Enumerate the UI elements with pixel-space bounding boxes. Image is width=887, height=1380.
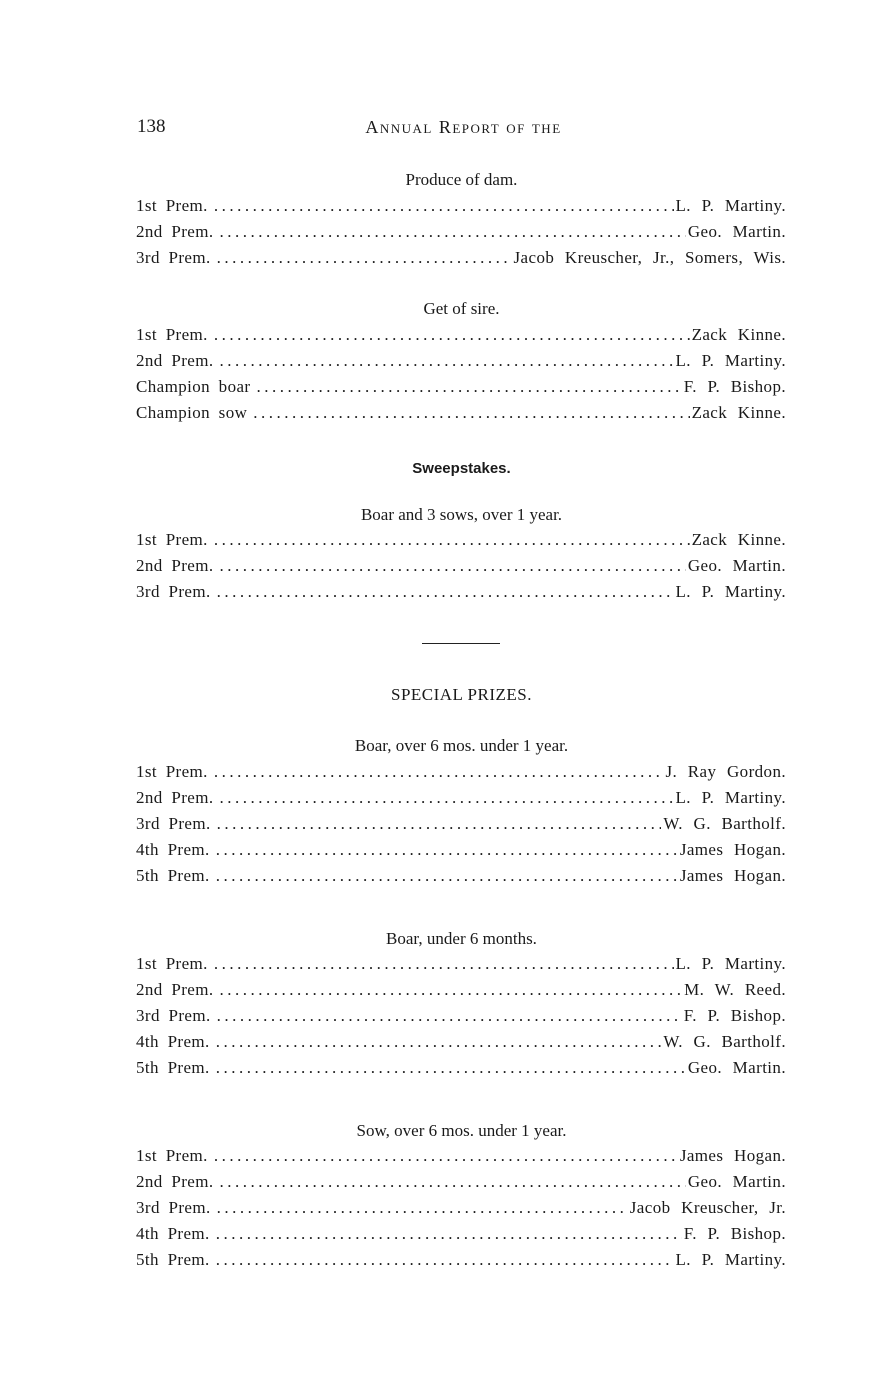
- award-place: 3rd Prem.: [136, 1006, 211, 1025]
- award-entry: [136, 248, 786, 272]
- award-winner: Zack Kinne.: [691, 403, 786, 422]
- dot-leader: [219, 351, 673, 371]
- dot-leader: [214, 196, 674, 216]
- dot-leader: [214, 762, 664, 782]
- award-winner: J. Ray Gordon.: [665, 762, 786, 781]
- award-place: 5th Prem.: [136, 1058, 210, 1077]
- award-entry: [136, 954, 786, 978]
- section-heading: Boar, over 6 mos. under 1 year.: [354, 736, 569, 755]
- dot-leader: [216, 1224, 682, 1244]
- award-place: 1st Prem.: [136, 530, 208, 549]
- award-entry: [136, 377, 786, 401]
- dot-leader: [216, 1058, 686, 1078]
- award-winner: James Hogan.: [679, 1146, 786, 1165]
- award-winner: Geo. Martin.: [687, 556, 786, 575]
- award-winner: M. W. Reed.: [684, 980, 786, 999]
- award-place: 3rd Prem.: [136, 814, 211, 833]
- section-heading: Get of sire.: [423, 299, 500, 318]
- award-entry: [136, 1032, 786, 1056]
- award-entry: [136, 222, 786, 246]
- dot-leader: [219, 788, 673, 808]
- award-entry: [136, 814, 786, 838]
- dot-leader: [219, 980, 682, 1000]
- award-place: Champion sow: [136, 403, 248, 422]
- award-winner: F. P. Bishop.: [683, 1006, 786, 1025]
- award-winner: L. P. Martiny.: [675, 788, 786, 807]
- award-entry: [136, 1250, 786, 1274]
- award-place: 3rd Prem.: [136, 582, 211, 601]
- dot-leader: [214, 954, 674, 974]
- award-winner: W. G. Bartholf.: [663, 814, 786, 833]
- page-number: 138: [137, 116, 166, 137]
- award-entry: [136, 980, 786, 1004]
- award-entry: [136, 325, 786, 349]
- dot-leader: [219, 556, 685, 576]
- award-place: 4th Prem.: [136, 1032, 210, 1051]
- award-entry: [136, 762, 786, 786]
- award-place: 2nd Prem.: [136, 980, 214, 999]
- dot-leader: [216, 1032, 662, 1052]
- award-entry: [136, 1058, 786, 1082]
- award-winner: L. P. Martiny.: [675, 196, 786, 215]
- dot-leader: [216, 866, 678, 886]
- award-winner: L. P. Martiny.: [675, 954, 786, 973]
- award-place: 4th Prem.: [136, 1224, 210, 1243]
- award-entry: [136, 1006, 786, 1030]
- award-place: 3rd Prem.: [136, 1198, 211, 1217]
- section-heading: Boar and 3 sows, over 1 year.: [360, 505, 563, 524]
- section-heading: Sow, over 6 mos. under 1 year.: [356, 1121, 567, 1140]
- award-winner: F. P. Bishop.: [683, 377, 786, 396]
- award-place: 1st Prem.: [136, 1146, 208, 1165]
- award-winner: Geo. Martin.: [687, 222, 786, 241]
- award-entry: [136, 582, 786, 606]
- award-winner: Jacob Kreuscher, Jr., Somers, Wis.: [513, 248, 786, 267]
- award-entry: [136, 866, 786, 890]
- award-winner: Geo. Martin.: [687, 1058, 786, 1077]
- award-entry: [136, 1172, 786, 1196]
- dot-leader: [253, 403, 689, 423]
- award-winner: Geo. Martin.: [687, 1172, 786, 1191]
- dot-leader: [214, 325, 690, 345]
- award-place: 1st Prem.: [136, 954, 208, 973]
- award-place: 2nd Prem.: [136, 222, 214, 241]
- award-place: 2nd Prem.: [136, 351, 214, 370]
- dot-leader: [217, 814, 662, 834]
- dot-leader: [216, 1250, 674, 1270]
- award-place: 2nd Prem.: [136, 1172, 214, 1191]
- award-entry: [136, 1146, 786, 1170]
- award-winner: Zack Kinne.: [691, 530, 786, 549]
- award-winner: L. P. Martiny.: [675, 582, 786, 601]
- award-place: 1st Prem.: [136, 762, 208, 781]
- award-winner: Zack Kinne.: [691, 325, 786, 344]
- award-winner: James Hogan.: [679, 840, 786, 859]
- section-divider: [422, 643, 500, 644]
- award-winner: Jacob Kreuscher, Jr.: [629, 1198, 786, 1217]
- award-entry: [136, 1198, 786, 1222]
- award-place: 3rd Prem.: [136, 248, 211, 267]
- award-place: 1st Prem.: [136, 325, 208, 344]
- award-place: 2nd Prem.: [136, 788, 214, 807]
- award-winner: L. P. Martiny.: [675, 351, 786, 370]
- dot-leader: [219, 1172, 685, 1192]
- running-head: Annual Report of the: [365, 117, 562, 137]
- award-place: 5th Prem.: [136, 866, 210, 885]
- dot-leader: [217, 248, 512, 268]
- award-place: 2nd Prem.: [136, 556, 214, 575]
- section-heading: Sweepstakes.: [412, 460, 511, 477]
- section-heading: SPECIAL PRIZES.: [390, 685, 532, 704]
- award-entry: [136, 556, 786, 580]
- award-place: 1st Prem.: [136, 196, 208, 215]
- award-winner: F. P. Bishop.: [683, 1224, 786, 1243]
- dot-leader: [217, 582, 674, 602]
- award-entry: [136, 840, 786, 864]
- dot-leader: [214, 1146, 678, 1166]
- award-winner: James Hogan.: [679, 866, 786, 885]
- award-entry: [136, 1224, 786, 1248]
- award-entry: [136, 196, 786, 220]
- section-heading: Produce of dam.: [405, 170, 518, 189]
- award-place: 5th Prem.: [136, 1250, 210, 1269]
- award-winner: L. P. Martiny.: [675, 1250, 786, 1269]
- award-entry: [136, 788, 786, 812]
- dot-leader: [214, 530, 690, 550]
- dot-leader: [217, 1006, 682, 1026]
- dot-leader: [257, 377, 682, 397]
- award-winner: W. G. Bartholf.: [663, 1032, 786, 1051]
- dot-leader: [219, 222, 685, 242]
- award-entry: [136, 351, 786, 375]
- award-place: 4th Prem.: [136, 840, 210, 859]
- dot-leader: [216, 840, 678, 860]
- section-heading: Boar, under 6 months.: [386, 929, 537, 948]
- award-place: Champion boar: [136, 377, 251, 396]
- award-entry: [136, 530, 786, 554]
- dot-leader: [217, 1198, 628, 1218]
- award-entry: [136, 403, 786, 427]
